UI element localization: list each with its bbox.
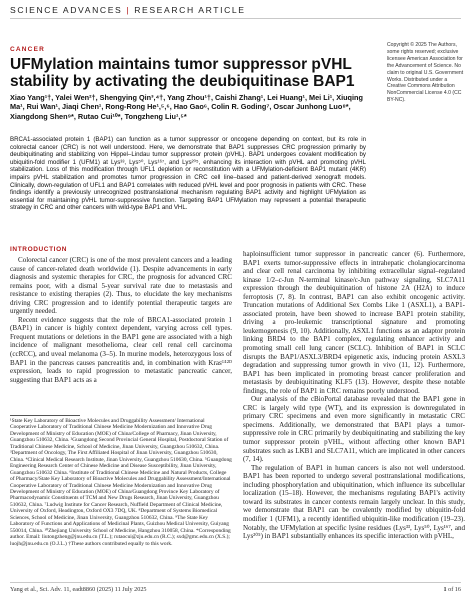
introduction-heading: INTRODUCTION [10, 246, 68, 253]
affiliations-footnote: ¹State Key Laboratory of Bioactive Molecules and Druggability Assessment/ International Cooperative Laboratory of Traditional Chinese Medicine Modernization and Innovative Drug Development of Ministry of Education (MOE) of China/College of Pharmacy, Jinan University, Guangzhou 510632, China. ²Guangdong Second Provincial General Hospital, Postdoctoral Station of Traditional Chinese Medicine, School of Medicine, Jinan University, Guangzhou 510632, China. ³Department of Oncology, The First Affiliated Hospital of Jinan University, Guangzhou 510630, China. ⁴Clinical Medical Research Institute, Jinan University, Guangzhou 510630, China. ⁵Guangdong Engineering Research Center of Chinese Medicine and Disease Susceptibility, Jinan University, Guangzhou 510632 China. ⁶Institute of Traditional Chinese Medicine and Natural Products, College of Pharmacy/State Key Laboratory of Bioactive Molecules and Druggability Assessment/International Cooperative Laboratory of Traditional Chinese Medicine Modernization and Innovative Drug Development of Ministry of Education (MOE) of China/Guangdong Province Key Laboratory of Pharmacodynamic Constituents of TCM and New Drugs Research, Jinan University, Guangzhou 510632, China. ⁷Ludwig Institute for Cancer Research, Nuffield Department of Clinical Medicine, University of Oxford, Headington, Oxford OX3 7DQ, UK. ⁸Department of Systems Biomedical Sciences, School of Medicine, Jinan University, Guangzhou 510632, China. ⁹The State Key Laboratory of Functions and Applications of Medicinal Plants, Guizhou Medical University, Guiyang 550014, China. ¹⁰Zhejiang University School of Medicine, Hangzhou 310058, China. *Corresponding author. Email: liutongzheng@jnu.edu.cn (T.L.); rutaocui@zju.edu.cn (R.C.); sxd@gmc.edu.cn (X.S.); luojh@jnu.edu.cn (O.J.L.) †These authors contributed equally to this work. [10, 418, 232, 547]
paragraph: haploinsufficient tumor suppressor in pancreatic cancer (6). Furthermore, BAP1 exerts tumor-suppressive effects in intrahepatic cholangiocarcinoma and clear cell renal carcinoma by inhibiting extracellular signal–regulated kinase 1/2–c-Jun N-terminal kinase/c-Jun pathway signaling, SLC7A11 expression through the deubiquitination of histone 2A (H2A) to induce ferroptosis (7, 8). In contrast, BAP1 can also exhibit oncogenic activity. Truncation mutations of Additional Sex Combs Like 1 (ASXL1), a BAP1-associated protein, have been showed to increase BAP1 protein stability, driving a pro-leukemic transcriptional signature and promoting leukemogenesis (9, 10). Additionally, ASXL1 functions as an adaptor protein linking BRD4 to the BAP1 complex, regulating enhancer activity and promoting small cell lung cancer (SCLC). Inhibition of BAP1 in SCLC disrupts the BAP1/ASXL3/BRD4 epigenetic axis, inducing protein ASXL3 degradation and suppressing tumor growth in vivo (11, 12). Furthermore, BAP1 has been implicated in promoting breast cancer proliferation and metastasis by deubiquitinating KLF5 (13). However, despite these notable findings, the role of BAP1 in CRC remains poorly understood. [243, 250, 465, 395]
paragraph: Colorectal cancer (CRC) is one of the most prevalent cancers and a leading cause of cancer-related death worldwide (1). Despite advancements in early diagnosis and systemic therapies for CRC, the prognosis for advanced CRC remains poor, with a dismal 5-year survival rate due to metastasis and resistance to existing therapies (2). Thus, to elucidate the key mechanisms driving CRC progression and to identify potential therapeutic targets are urgently needed. [10, 256, 232, 316]
footnote-rule [10, 415, 80, 416]
citation-footer: Yang et al., Sci. Adv. 11, eadt8860 (2025) 11 July 2025 [10, 586, 147, 593]
page-number [443, 586, 461, 593]
header-rule [10, 18, 461, 19]
left-column [10, 256, 232, 384]
page-total: of 16 [448, 586, 461, 593]
page-current: 1 [443, 586, 447, 593]
journal-name: SCIENCE ADVANCES [10, 5, 123, 15]
journal-header [10, 5, 246, 15]
copyright-notice: Copyright © 2025 The Authors, some rights reserved; exclusive licensee American Association for the Advancement of Science. No claim to original U.S. Government Works. Distributed under a Creative Commons Attribution NonCommercial License 4.0 (CC BY-NC). [387, 42, 464, 104]
paragraph: Recent evidence suggests that the role of BRCA1-associated protein 1 (BAP1) in cancer is highly context dependent, varying across cell types. Frequent mutations or deletions in the BAP1 gene are associated with a high incidence of malignant mesothelioma, clear cell renal cell carcinoma (ccRCC), and uveal melanoma (3–5). In murine models, heterozygous loss of BAP1 in the pancreas causes pancreatitis and, in combination with Krasᴳ¹²ᴰ expression, leads to rapid progression to metastatic pancreatic cancer, suggesting that BAP1 acts as a [10, 315, 232, 384]
article-type: RESEARCH ARTICLE [134, 5, 246, 15]
paragraph: Our analysis of the cBioPortal database revealed that the BAP1 gene in CRC is largely wild type (WT), and its expression is downregulated in primary CRC specimens and even more significantly in metastatic CRC specimens. Additionally, we demonstrated that BAP1 plays a tumor-suppressive role in CRC primarily by deubiquitinating and stabilizing the key tumor suppressor protein pVHL, without affecting other known BAP1 substrates such as LKB1 and SLC7A11, which are implicated in other cancers (7, 14). [243, 395, 465, 464]
section-label: CANCER [10, 46, 46, 53]
abstract: BRCA1-associated protein 1 (BAP1) can function as a tumor suppressor or oncogene depending on context, but its role in colorectal cancer (CRC) is not well understood. Here, we demonstrate that BAP1 suppresses CRC progression primarily by deubiquitinating and stabilizing von Hippel–Lindau tumor suppressor protein (pVHL). BAP1 undergoes covalent modification by ubiquitin-fold modifier 1 (UFM1) at Lys³³, Lys⁵⁰, Lys¹⁶⁷, and Lys²⁰⁵, enhancing its interaction with pVHL and promoting pVHL stabilization. Loss of this modification through UFL1 depletion or reconstitution with a UFMylation-deficient BAP1 mutant (4KR) impairs pVHL stabilization and promotes tumor progression in CRC cell line–based and patient-derived xenograft models. Clinically, down-regulation of UFL1 and BAP1 correlates with reduced pVHL level and poor prognosis in patients with CRC. These findings identify a previously unrecognized posttranslational mechanism regulating BAP1 activity and highlight UFMylation as essential for maintaining pVHL tumor-suppressive function. Targeting BAP1 UFMylation may represent a potential therapeutic strategy in CRC and other cancers with wild-type BAP1 and VHL. [10, 136, 366, 212]
paragraph: The regulation of BAP1 in human cancers is also not well understood. BAP1 has been reported to undergo several posttranslational modifications, including phosphorylation and ubiquitination, which influence its subcellular localization (15–18). However, the mechanisms regulating BAP1's activity toward its substrates in cancer contexts remain largely unclear. In this study, we demonstrate that BAP1 can be covalently modified by ubiquitin-fold modifier 1 (UFM1), a recently identified ubiquitin-like modification (19–23). Notably, the UFMylation at specific lysine residues (Lys³³, Lys⁵⁰, Lys¹⁶⁷, and Lys²⁰⁵) in BAP1 substantially enhances its specific interaction with pVHL, [243, 463, 465, 541]
right-column [243, 250, 465, 541]
article-title: UFMylation maintains tumor suppressor pVHL stability by activating the deubiquitinase BAP1 [10, 56, 355, 90]
header-separator: | [126, 5, 131, 15]
author-list: Xiao Yang¹†, Yalei Wen²†, Shengying Qin³,⁴†, Yang Zhou¹†, Caishi Zhang¹, Lei Huang¹, Mei Li¹, Xiuqing Ma¹, Rui Wan¹, Jiaqi Chen¹, Rong-Rong He¹,⁵,⁶, Hao Gao⁶, Colin R. Goding⁷, Oscar Junhong Luo⁸*, Xiangdong Shen⁹*, Rutao Cui¹⁰*, Tongzheng Liu¹,⁵* [10, 93, 363, 121]
footer-rule [10, 582, 461, 583]
